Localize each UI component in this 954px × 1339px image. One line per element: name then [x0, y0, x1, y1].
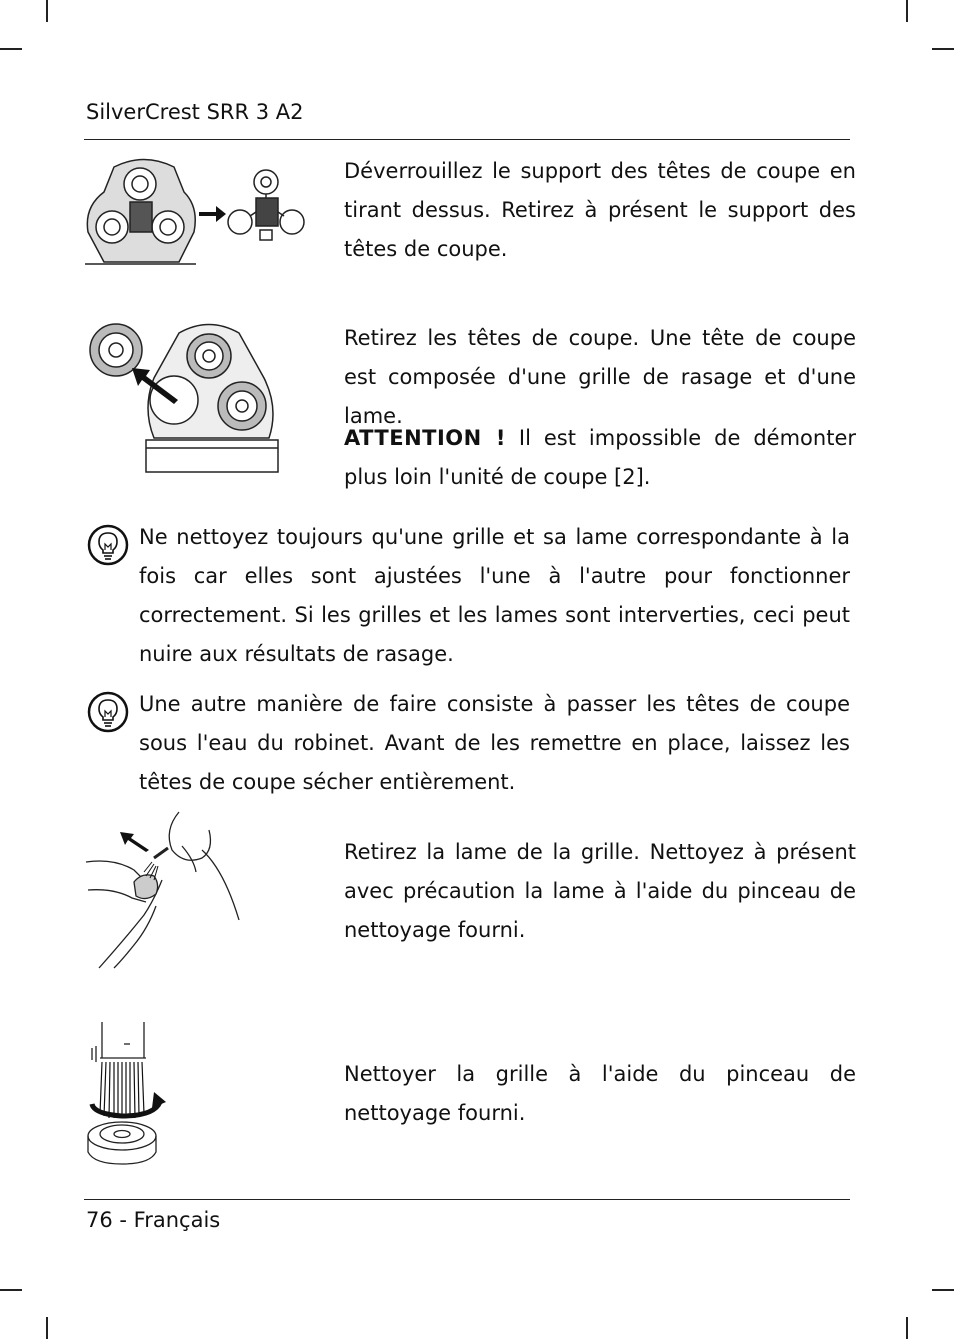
header-rule: [84, 139, 850, 140]
crop-mark: [932, 1289, 954, 1291]
crop-mark: [46, 0, 48, 22]
instruction-clean-grille: Nettoyer la grille à l'aide du pinceau de nettoyage fourni.: [344, 1062, 856, 1125]
page-footer: [86, 1208, 220, 1232]
crop-mark: [906, 0, 908, 22]
footer-language: - Français: [112, 1208, 221, 1232]
figure-remove-heads: [84, 318, 284, 478]
figure-clean-grille: [84, 1018, 174, 1168]
header-title: SilverCrest SRR 3 A2: [86, 100, 304, 124]
attention-text: Il est impossible de démonter plus loin l'unité de coupe [2].: [344, 426, 856, 489]
crop-mark: [46, 1317, 48, 1339]
crop-mark: [0, 48, 22, 50]
figure-unlock-holder: [84, 152, 314, 267]
instruction-unlock-holder: Déverrouillez le support des têtes de coupe en tirant dessus. Retirez à présent le support des têtes de coupe.: [344, 159, 856, 261]
instruction-remove-heads: Retirez les têtes de coupe. Une tête de coupe est composée d'une grille de rasage et d'une lame.: [344, 326, 856, 428]
crop-mark: [906, 1317, 908, 1339]
lightbulb-icon: [87, 691, 129, 733]
lightbulb-icon: [87, 524, 129, 566]
crop-mark: [0, 1289, 22, 1291]
attention-label: ATTENTION !: [344, 426, 506, 450]
tip-rinse-under-water: Une autre manière de faire consiste à passer les têtes de coupe sous l'eau du robinet. Avant de les remettre en place, laissez les têtes de coupe sécher entièrement.: [139, 692, 850, 794]
instruction-clean-blade: Retirez la lame de la grille. Nettoyez à présent avec précaution la lame à l'aide du pinceau de nettoyage fourni.: [344, 840, 856, 942]
figure-clean-blade: [84, 810, 244, 970]
crop-mark: [932, 48, 954, 50]
attention-note: [344, 419, 856, 497]
tip-clean-one-at-a-time: Ne nettoyez toujours qu'une grille et sa lame correspondante à la fois car elles sont ajustées l'une à l'autre pour fonctionner correctement. Si les grilles et les lames sont interverties, ceci peut nuire aux résultats de rasage.: [139, 525, 850, 666]
page-number: 76: [86, 1208, 113, 1232]
footer-rule: [84, 1199, 850, 1200]
